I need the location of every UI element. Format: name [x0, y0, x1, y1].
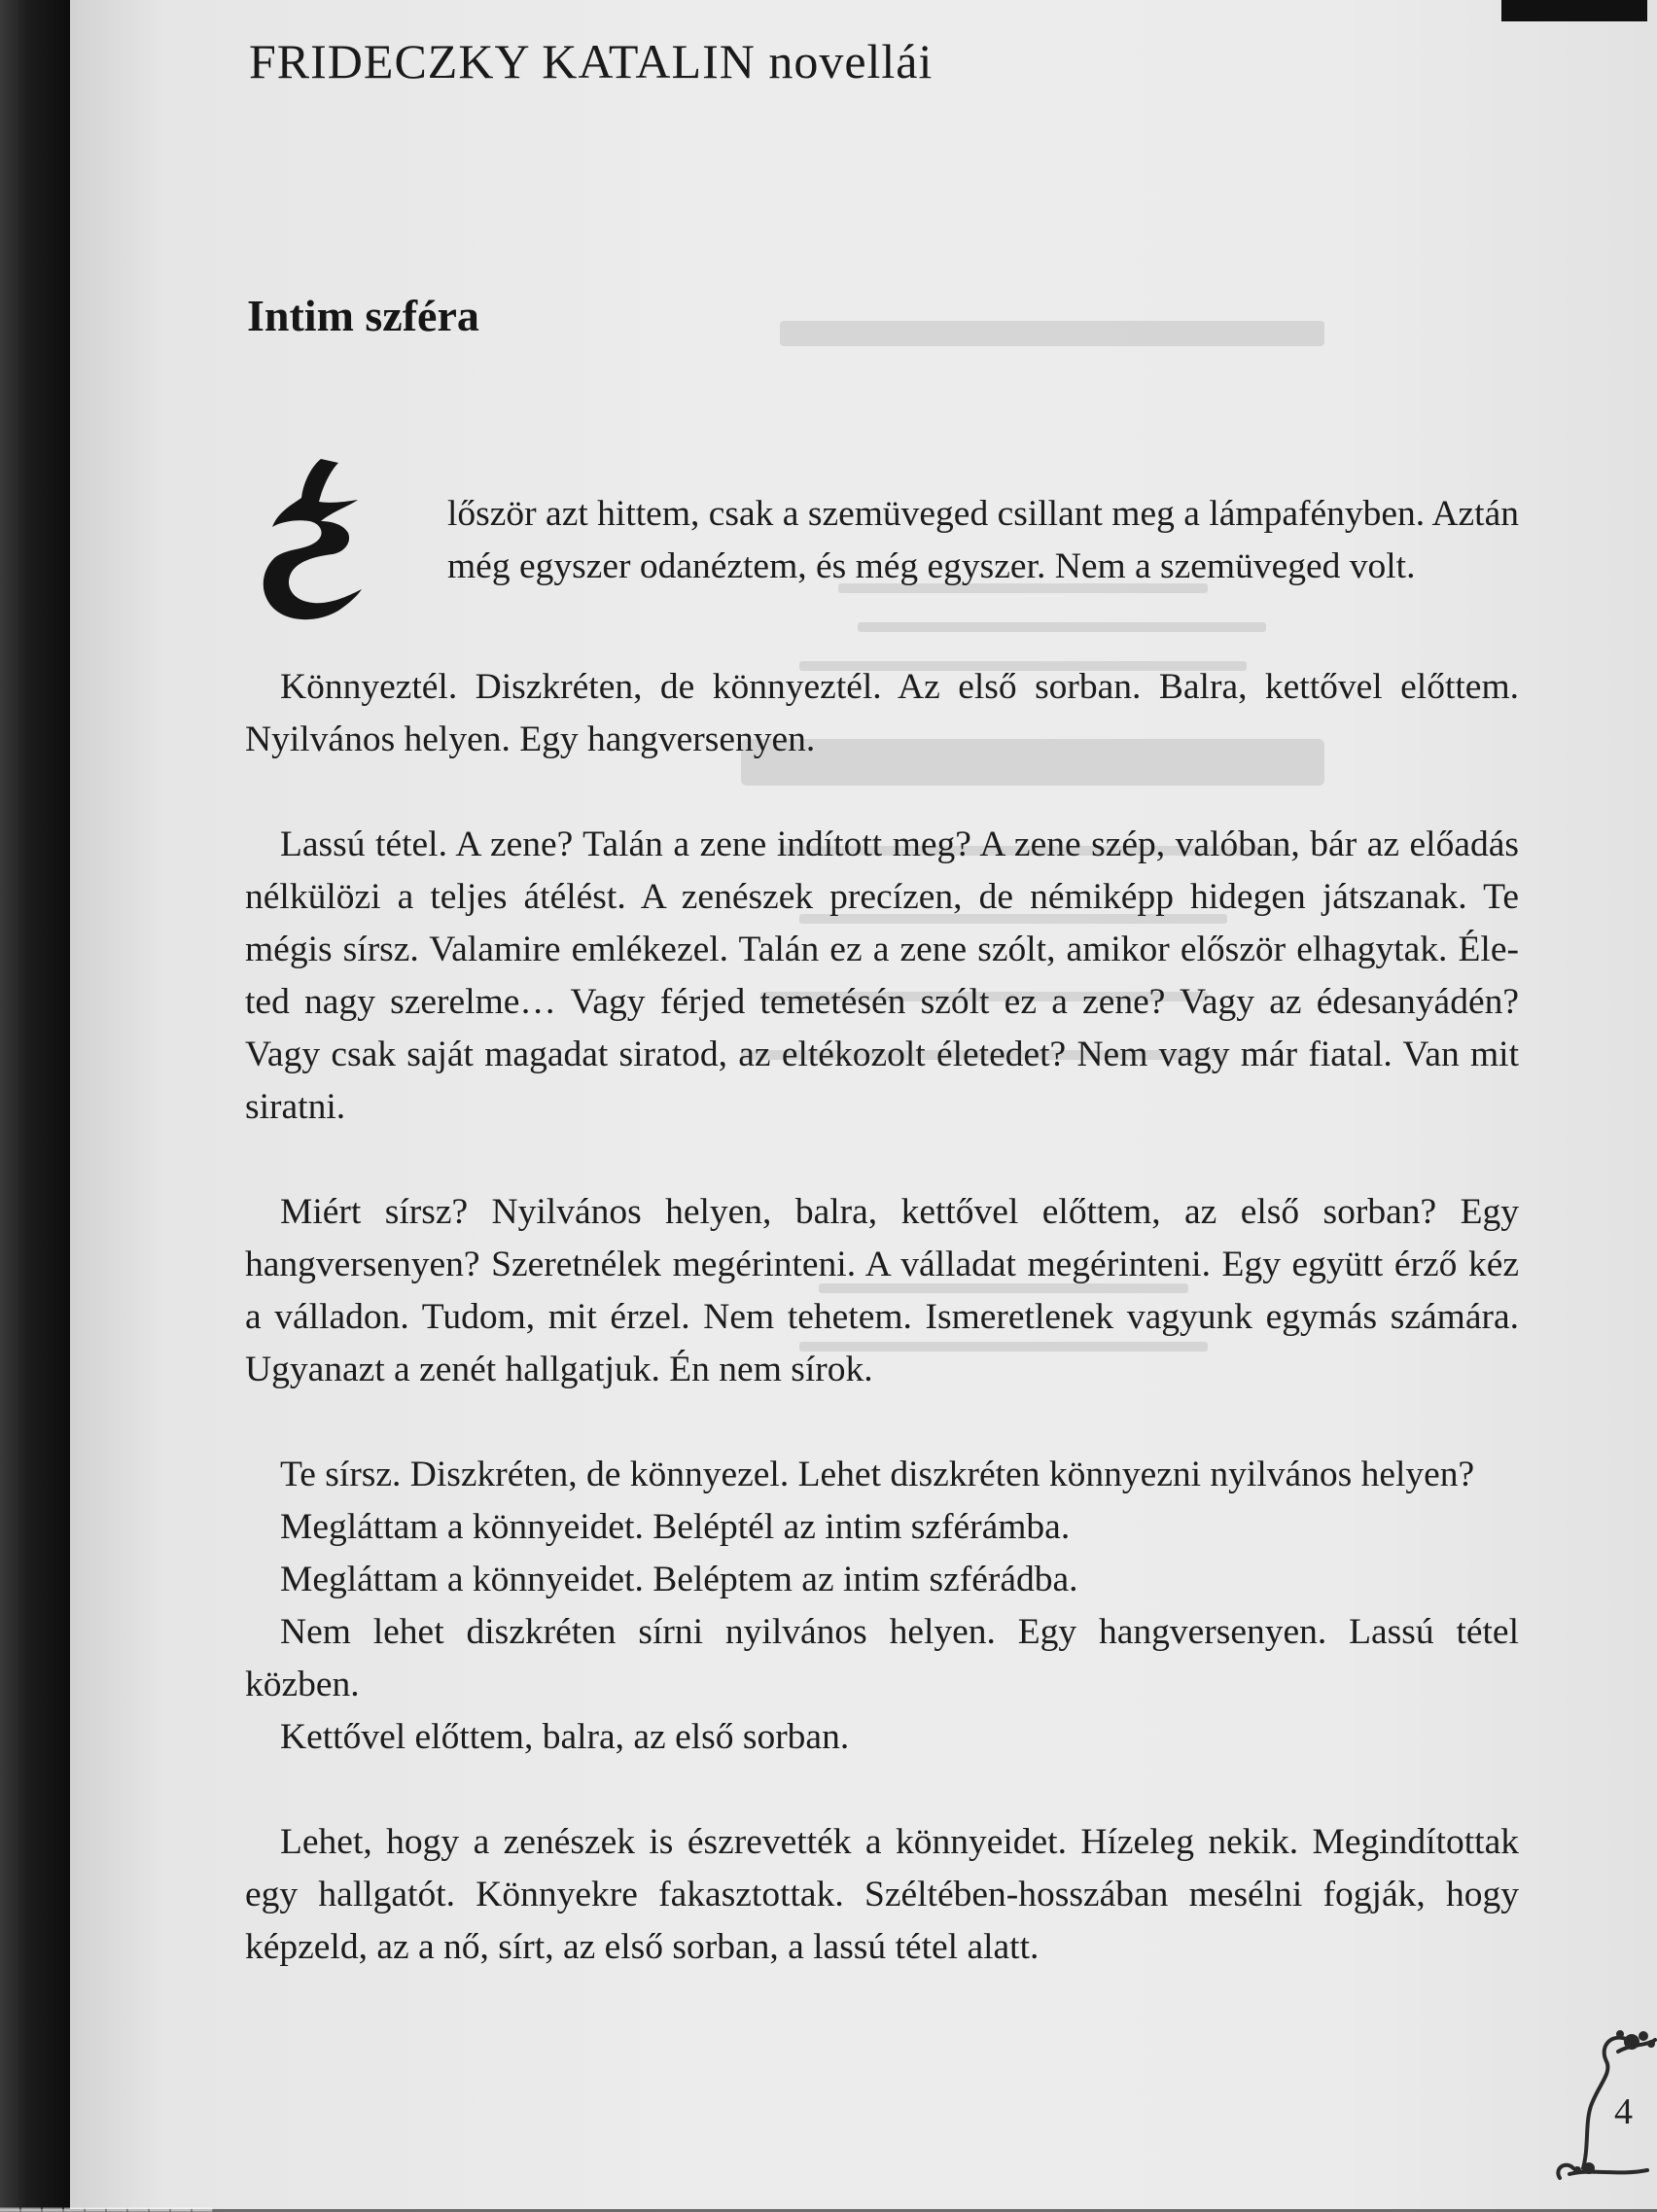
story-paragraph: Kettővel előttem, balra, az első sorban. [280, 1717, 850, 1757]
drop-cap [253, 453, 366, 628]
page-ornament-icon [1531, 2022, 1657, 2197]
paragraph-gap [245, 1764, 1519, 1816]
story-paragraph: Megláttam a könnyeidet. Beléptél az intim szférámba. [280, 1507, 1071, 1547]
story-title: Intim szféra [247, 291, 479, 340]
story-paragraph: Nem lehet diszkréten sírni nyilvános helyen. Egy hangversenyen. Lassú tétel közben. [245, 1612, 1519, 1704]
page-number: 4 [1614, 2091, 1633, 2132]
paragraph-gap [245, 1396, 1519, 1449]
book-spine [0, 0, 70, 2209]
story-paragraph: Lassú tétel. A zene? Talán a zene indított meg? A zene szép, valóban, bár az előadás nélkülözi a teljes átélést. A zenészek precízen, de némiképp hidegen játszanak. Te mégis sírsz. Valamire emlékezel. Talán ez a zene szólt, amikor először elhagytak. Életed nagy szerelme… Vagy férjed temetésén szólt ez a zene? Vagy az édesanyádén? Vagy csak saját magadat siratod, az eltékozolt életedet? Nem vagy már fiatal. Van mit siratni. [245, 825, 1519, 1127]
page-header: FRIDECZKY KATALIN novellái [249, 34, 934, 88]
opening-paragraph [245, 451, 1519, 629]
paragraph-gap [245, 766, 1519, 819]
first-paragraph: lőször azt hittem, csak a szemüveged csillant meg a lámpafényben. Aztán még egyszer odanéztem, és még egyszer. Nem a szemüveged volt. [447, 493, 1519, 586]
story-paragraph: Könnyeztél. Diszkréten, de könnyeztél. Az első sorban. Balra, kettővel előttem. Nyilvános helyen. Egy hangversenyen. [245, 667, 1519, 759]
book-page [70, 0, 1657, 2209]
story-paragraph: Lehet, hogy a zenészek is észrevették a könnyeidet. Hízeleg nekik. Megindítottak egy hallgatót. Könnyekre fakasztottak. Széltében-hosszában mesélni fogják, hogy képzeld, az a nő, sírt, az első sorban, a lassú tétel alatt. [245, 1822, 1519, 1967]
story-paragraph: Miért sírsz? Nyilvános helyen, balra, kettővel előttem, az első sorban? Egy hangversenyen? Szeretnélek megérinteni. A válladat megérinteni. Egy együtt érző kéz a válladon. Tudom, mit érzel. Nem tehetem. Ismeretlenek vagyunk egymás számára. Ugyanazt a zenét hallgatjuk. Én nem sírok. [245, 1192, 1519, 1389]
story-paragraph: Te sírsz. Diszkréten, de könnyezel. Lehet diszkréten könnyezni nyilvános helyen? [280, 1455, 1475, 1494]
watermark-strip: ▁▁▁▁▁▁▁▁▁▁ [0, 2182, 214, 2211]
corner-mark [1501, 0, 1647, 21]
paragraph-gap [245, 1134, 1519, 1186]
story-paragraph: Megláttam a könnyeidet. Beléptem az intim szférádba. [280, 1560, 1078, 1599]
story-body [245, 661, 1519, 1974]
